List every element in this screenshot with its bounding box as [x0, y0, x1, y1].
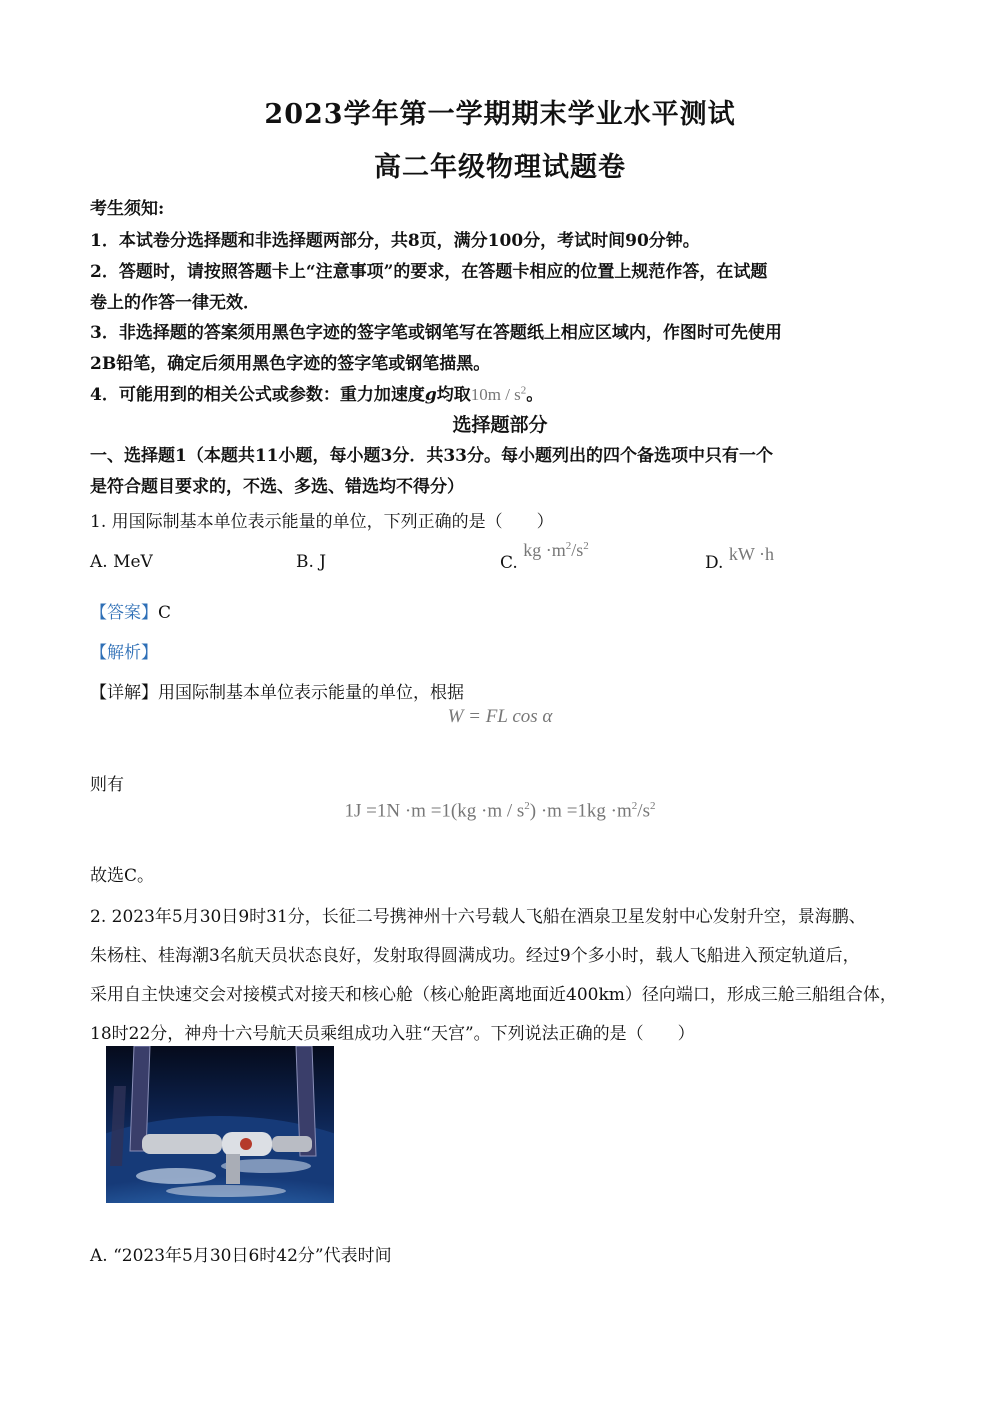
q2-line-4: 18时22分，神舟十六号航天员乘组成功入驻“天宫”。下列说法正确的是（ ） [90, 1024, 695, 1044]
exam-title: 2023学年第一学期期末学业水平测试 [264, 99, 736, 130]
notice-item-2-cont: 卷上的作答一律无效． [90, 293, 260, 313]
work-formula: W = FL cos α [447, 706, 553, 727]
notice-item-4-mid: 均取 [436, 385, 471, 405]
section-heading-2: 是符合题目要求的，不选、多选、错选均不得分） [90, 477, 464, 497]
q1-option-d: D. kW ·h [705, 544, 775, 573]
detail-tag: 【详解】 [90, 683, 158, 703]
notice-item-4 [90, 380, 920, 405]
q2-option-a: A. “2023年5月30日6时42分”代表时间 [90, 1246, 392, 1266]
gravity-value: $10m / s^2$ [470, 384, 527, 404]
q1-detail [90, 678, 464, 703]
answer-tag: 【答案】 [90, 603, 158, 623]
notice-item-3: 3．非选择题的答案须用黑色字迹的签字笔或钢笔写在答题纸上相应区域内，作图时可先使用 [90, 323, 782, 343]
q2-line-3: 采用自主快速交会对接模式对接天和核心舱（核心舱距离地面近400km）径向端口，形成三舱三船组合体， [90, 985, 897, 1005]
q1-option-c-math: kg $\cdot m^2/s^2$ [523, 540, 589, 560]
q1-stem: 1. 用国际制基本单位表示能量的单位，下列正确的是（ ） [90, 512, 554, 532]
notice-item-1: 1．本试卷分选择题和非选择题两部分，共8页，满分100分，考试时间90分钟。 [90, 231, 700, 251]
analysis-tag: 【解析】 [90, 643, 158, 663]
q2-line-1: 2. 2023年5月30日9时31分，长征二号携神州十六号载人飞船在酒泉卫星发射中心发射升空，景海鹏、 [90, 907, 866, 927]
notice-item-4-text: 4．可能用到的相关公式或参数：重力加速度 [90, 385, 425, 405]
section-heading-1: 一、选择题1（本题共11小题，每小题3分．共33分。每小题列出的四个备选项中只有一个 [90, 446, 773, 466]
notice-item-4-end: 。 [526, 385, 544, 405]
q1-option-d-math: kW ·h [728, 544, 775, 564]
q1-answer [90, 598, 171, 623]
then-text: 则有 [90, 775, 124, 795]
notice-item-2: 2．答题时，请按照答题卡上“注意事项”的要求，在答题卡相应的位置上规范作答，在试题 [90, 262, 768, 282]
notice-heading: 考生须知: [90, 199, 165, 219]
gravity-symbol: g [424, 385, 437, 405]
notice-item-3-cont: 2B铅笔，确定后须用黑色字迹的签字笔或钢笔描黑。 [90, 354, 491, 374]
conclusion-text: 故选C。 [90, 866, 155, 886]
detail-text: 用国际制基本单位表示能量的单位，根据 [158, 683, 464, 703]
answer-value: C [158, 603, 172, 623]
section-label: 选择题部分 [452, 414, 548, 436]
q1-option-a: A. MeV [90, 552, 153, 572]
q1-option-c: C. kg $\cdot m^2/s^2$ [500, 540, 589, 573]
space-station-image [106, 1046, 334, 1203]
q2-line-2: 朱杨柱、桂海潮3名航天员状态良好，发射取得圆满成功。经过9个多小时，载人飞船进入预定轨道后， [90, 946, 860, 966]
q1-option-b: B. J [296, 552, 327, 572]
unit-derivation-formula: $1J =1N \cdot m =1(kg \cdot m / s^2) \cdot m =1kg \cdot m^2/s^2$ [344, 800, 656, 822]
exam-subtitle: 高二年级物理试题卷 [374, 152, 626, 183]
